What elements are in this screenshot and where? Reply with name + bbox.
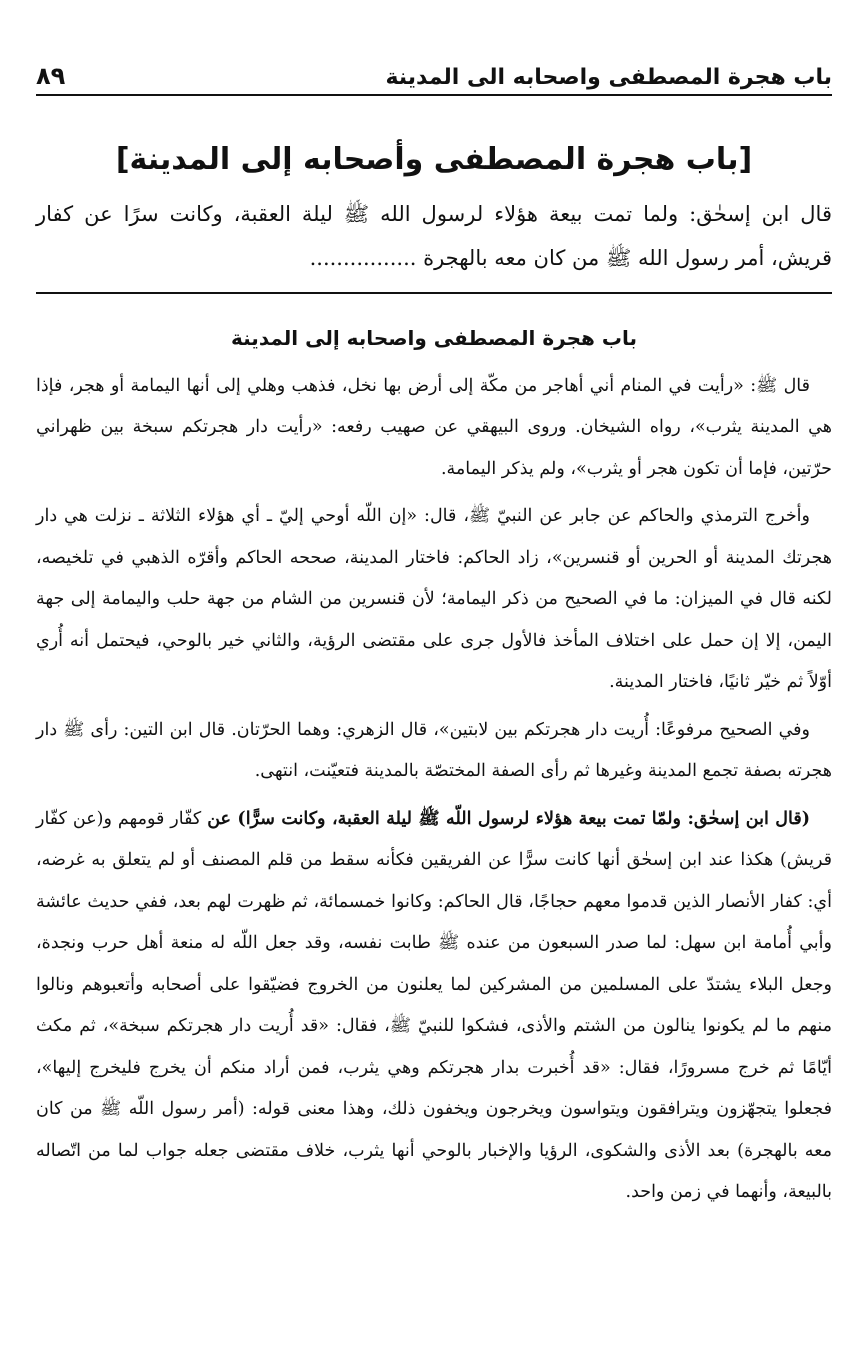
commentary-paragraph [36,366,832,491]
chapter-heading: [باب هجرة المصطفى وأصحابه إلى المدينة] [115,142,753,177]
commentary-paragraph [36,496,832,704]
paragraph-text: قال ﷺ: «رأيت في المنام أني أهاجر من مكّة إلى أرض بها نخل، فذهب وهلي إلى أنها اليمامة أو هجر، فإذا هي المدينة يثرب»، رواه الشيخان. وروى البيهقي عن صهيب رفعه: «رأيت دار هجرتكم سبخة بين ظهراني حرّتين، فإما أن تكون هجر أو يثرب»، ولم يذكر اليمامة. [36,375,832,479]
commentary-paragraph [36,799,832,1214]
commentary-section [36,318,832,1220]
paragraph-text: كفّار قومهم و(عن كفّار قريش) هكذا عند ابن إسحٰق أنها كانت سرًّا عن الفريقين فكأنه سقط من قلم المصنف أو لم يتعلق به غرضه، أي: كفار الأنصار الذين قدموا معهم حجاجًا، قال الحاكم: وكانوا خمسمائة، ثم ظهرت لهم بعد، ففي حديث عائشة وأبي أُمامة ابن سهل: لما صدر السبعون من عنده ﷺ طابت نفسه، وقد جعل اللّه له منعة أهل حرب ونجدة، وجعل البلاء يشتدّ على المسلمين من المشركين لما يعلنون من الخروج فضيّقوا على أصحابه وأتعبوهم ونالوا منهم ما لم يكونوا ينالون من الشتم والأذى، فشكوا للنبيّ ﷺ، فقال: «قد أُريت دار هجرتكم سبخة»، ثم مكث أيّامًا ثم خرج مسرورًا، فقال: «قد أُخبرت بدار هجرتكم وهي يثرب، فمن أراد منكم أن يخرج فليخرج إليها»، فجعلوا يتجهّزون ويترافقون ويتواسون ويخرجون ويخفون ذلك، وهذا معنى قوله: (أمر رسول اللّه ﷺ من كان معه بالهجرة) بعد الأذى والشكوى، الرؤيا والإخبار بالوحي أنها يثرب، خلاف مقتضى جعله جواب لما من اتّصاله بالبيعة، وأنهما في زمن واحد. [36,808,832,1202]
paragraph-text: وفي الصحيح مرفوعًا: أُريت دار هجرتكم بين لابتين»، قال الزهري: وهما الحرّتان. قال ابن التين: رأى ﷺ دار هجرته بصفة تجمع المدينة وغيرها ثم رأى الصفة المختصّة بالمدينة فتعيّنت، انتهى. [36,719,832,781]
commentary-heading: باب هجرة المصطفى واصحابه إلى المدينة [231,326,637,350]
paragraph-text: وأخرج الترمذي والحاكم عن جابر عن النبيّ ﷺ، قال: «إن اللّه أوحي إليّ ـ أي هؤلاء الثلاثة ـ نزلت هي دار هجرتك المدينة أو الحرين أو قنسرين»، زاد الحاكم: فاختار المدينة، صححه الحاكم وأقرّه الذهبي في تلخيصه، لكنه قال في الميزان: ما في الصحيح من ذكر اليمامة؛ لأن قنسرين من الشام من جهة حلب واليمامة إلى جهة اليمن، إلا إن حمل على اختلاف المأخذ فالأول جرى على مقتضى الرؤية، والثاني خير بالوحي، فيحتمل أنه أُري أوّلاً ثم خيّر ثانيًا، فاختار المدينة. [36,506,832,692]
quoted-matn-lead: (قال ابن إسحٰق: ولمّا تمت بيعة هؤلاء لرسول اللّه ﷺ ليلة العقبة، وكانت سرًّا) عن [207,808,810,829]
page-header [36,44,832,96]
commentary-paragraph [36,710,832,793]
running-title: باب هجرة المصطفى واصحابه الى المدينة [385,65,832,90]
page-number: ٨٩ [36,62,66,90]
matn-text: قال ابن إسحٰق: ولما تمت بيعة هؤلاء لرسول الله ﷺ ليلة العقبة، وكانت سرًا عن كفار قريش، أمر رسول الله ﷺ من كان معه بالهجرة ................ [36,202,832,270]
section-divider [36,292,832,294]
matn-section [36,140,832,280]
